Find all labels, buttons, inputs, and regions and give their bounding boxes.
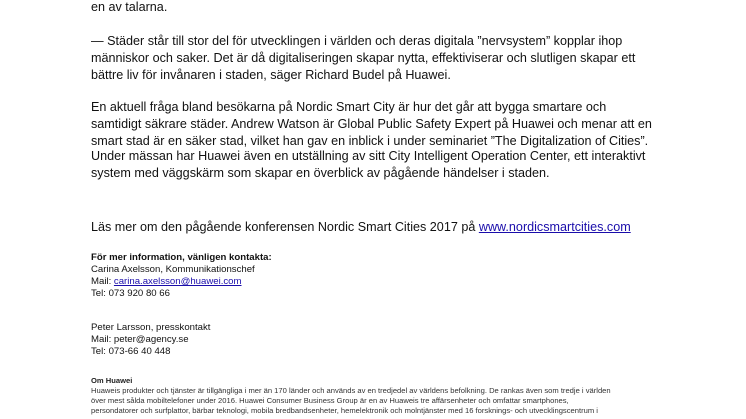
mail-label: Mail:	[91, 276, 114, 287]
paragraph-exhibition	[91, 148, 645, 182]
text-line: — Städer står till stor del för utvecklingen i världen och deras digitala ”nervsystem” kopplar ihop	[91, 34, 623, 48]
text-line: bättre liv för invånaren i staden, säger Richard Budel på Huawei.	[91, 68, 451, 82]
text-line: system med väggskärm som skapar en överblick av pågående händelser i staden.	[91, 166, 550, 180]
text-line: Under mässan har Huawei även en utställning av sitt City Intelligent Operation Center, ett interaktivt	[91, 149, 646, 163]
paragraph-1	[91, 0, 167, 16]
contact-tel-2: Tel: 073-66 40 448	[91, 346, 171, 357]
about-line: över mest sålda mobiltelefoner under 2016. Huawei Consumer Business Group är en av Huaweis tre affärsenheter och omfattar smartphones,	[91, 396, 569, 405]
contact-tel-1: Tel: 073 920 80 66	[91, 288, 170, 299]
text-line: samtidigt säkrare städer. Andrew Watson är Global Public Safety Expert på Huawei och menar att en	[91, 117, 652, 131]
contact-name-1: Carina Axelsson, Kommunikationschef	[91, 264, 255, 275]
contact-mail-2: Mail: peter@agency.se	[91, 334, 189, 345]
paragraph-read-more	[91, 219, 631, 236]
text-line: människor och saker. Det är då digitaliseringen skapar nytta, effektiviserar och slutligen skapar ett	[91, 51, 636, 65]
contact-heading: För mer information, vänligen kontakta:	[91, 252, 272, 263]
text-line: en av talarna.	[91, 0, 168, 14]
text-line: En aktuell fråga bland besökarna på Nordic Smart City är hur det går att bygga smartare och	[91, 100, 607, 114]
contact-name-2: Peter Larsson, presskontakt	[91, 322, 211, 333]
paragraph-quote	[91, 33, 635, 84]
contact-block-2	[91, 322, 210, 358]
about-line: Huaweis produkter och tjänster är tillgängliga i mer än 170 länder och används av en tredjedel av världens befolkning. De rankas även som tredje i världen	[91, 386, 611, 395]
contact-block-1	[91, 252, 272, 300]
conference-link[interactable]: www.nordicsmartcities.com	[478, 220, 631, 234]
text-line: smart stad är en säker stad, vilket han gav en inblick i under seminariet ”The Digitalization of Cities”.	[91, 134, 649, 148]
read-more-text: Läs mer om den pågående konferensen Nordic Smart Cities 2017 på	[91, 220, 479, 234]
contact-email-link[interactable]: carina.axelsson@huawei.com	[113, 276, 242, 287]
contact-mail-row-1	[91, 276, 272, 288]
paragraph-safety	[91, 99, 652, 150]
about-heading: Om Huawei	[91, 376, 133, 385]
about-huawei-section	[91, 376, 681, 416]
about-line: persondatorer och surfplattor, bärbar teknologi, mobila bredbandsenheter, hemelektronik och molntjänster med 16 forsknings- och utvecklingscentrum i	[91, 406, 598, 415]
